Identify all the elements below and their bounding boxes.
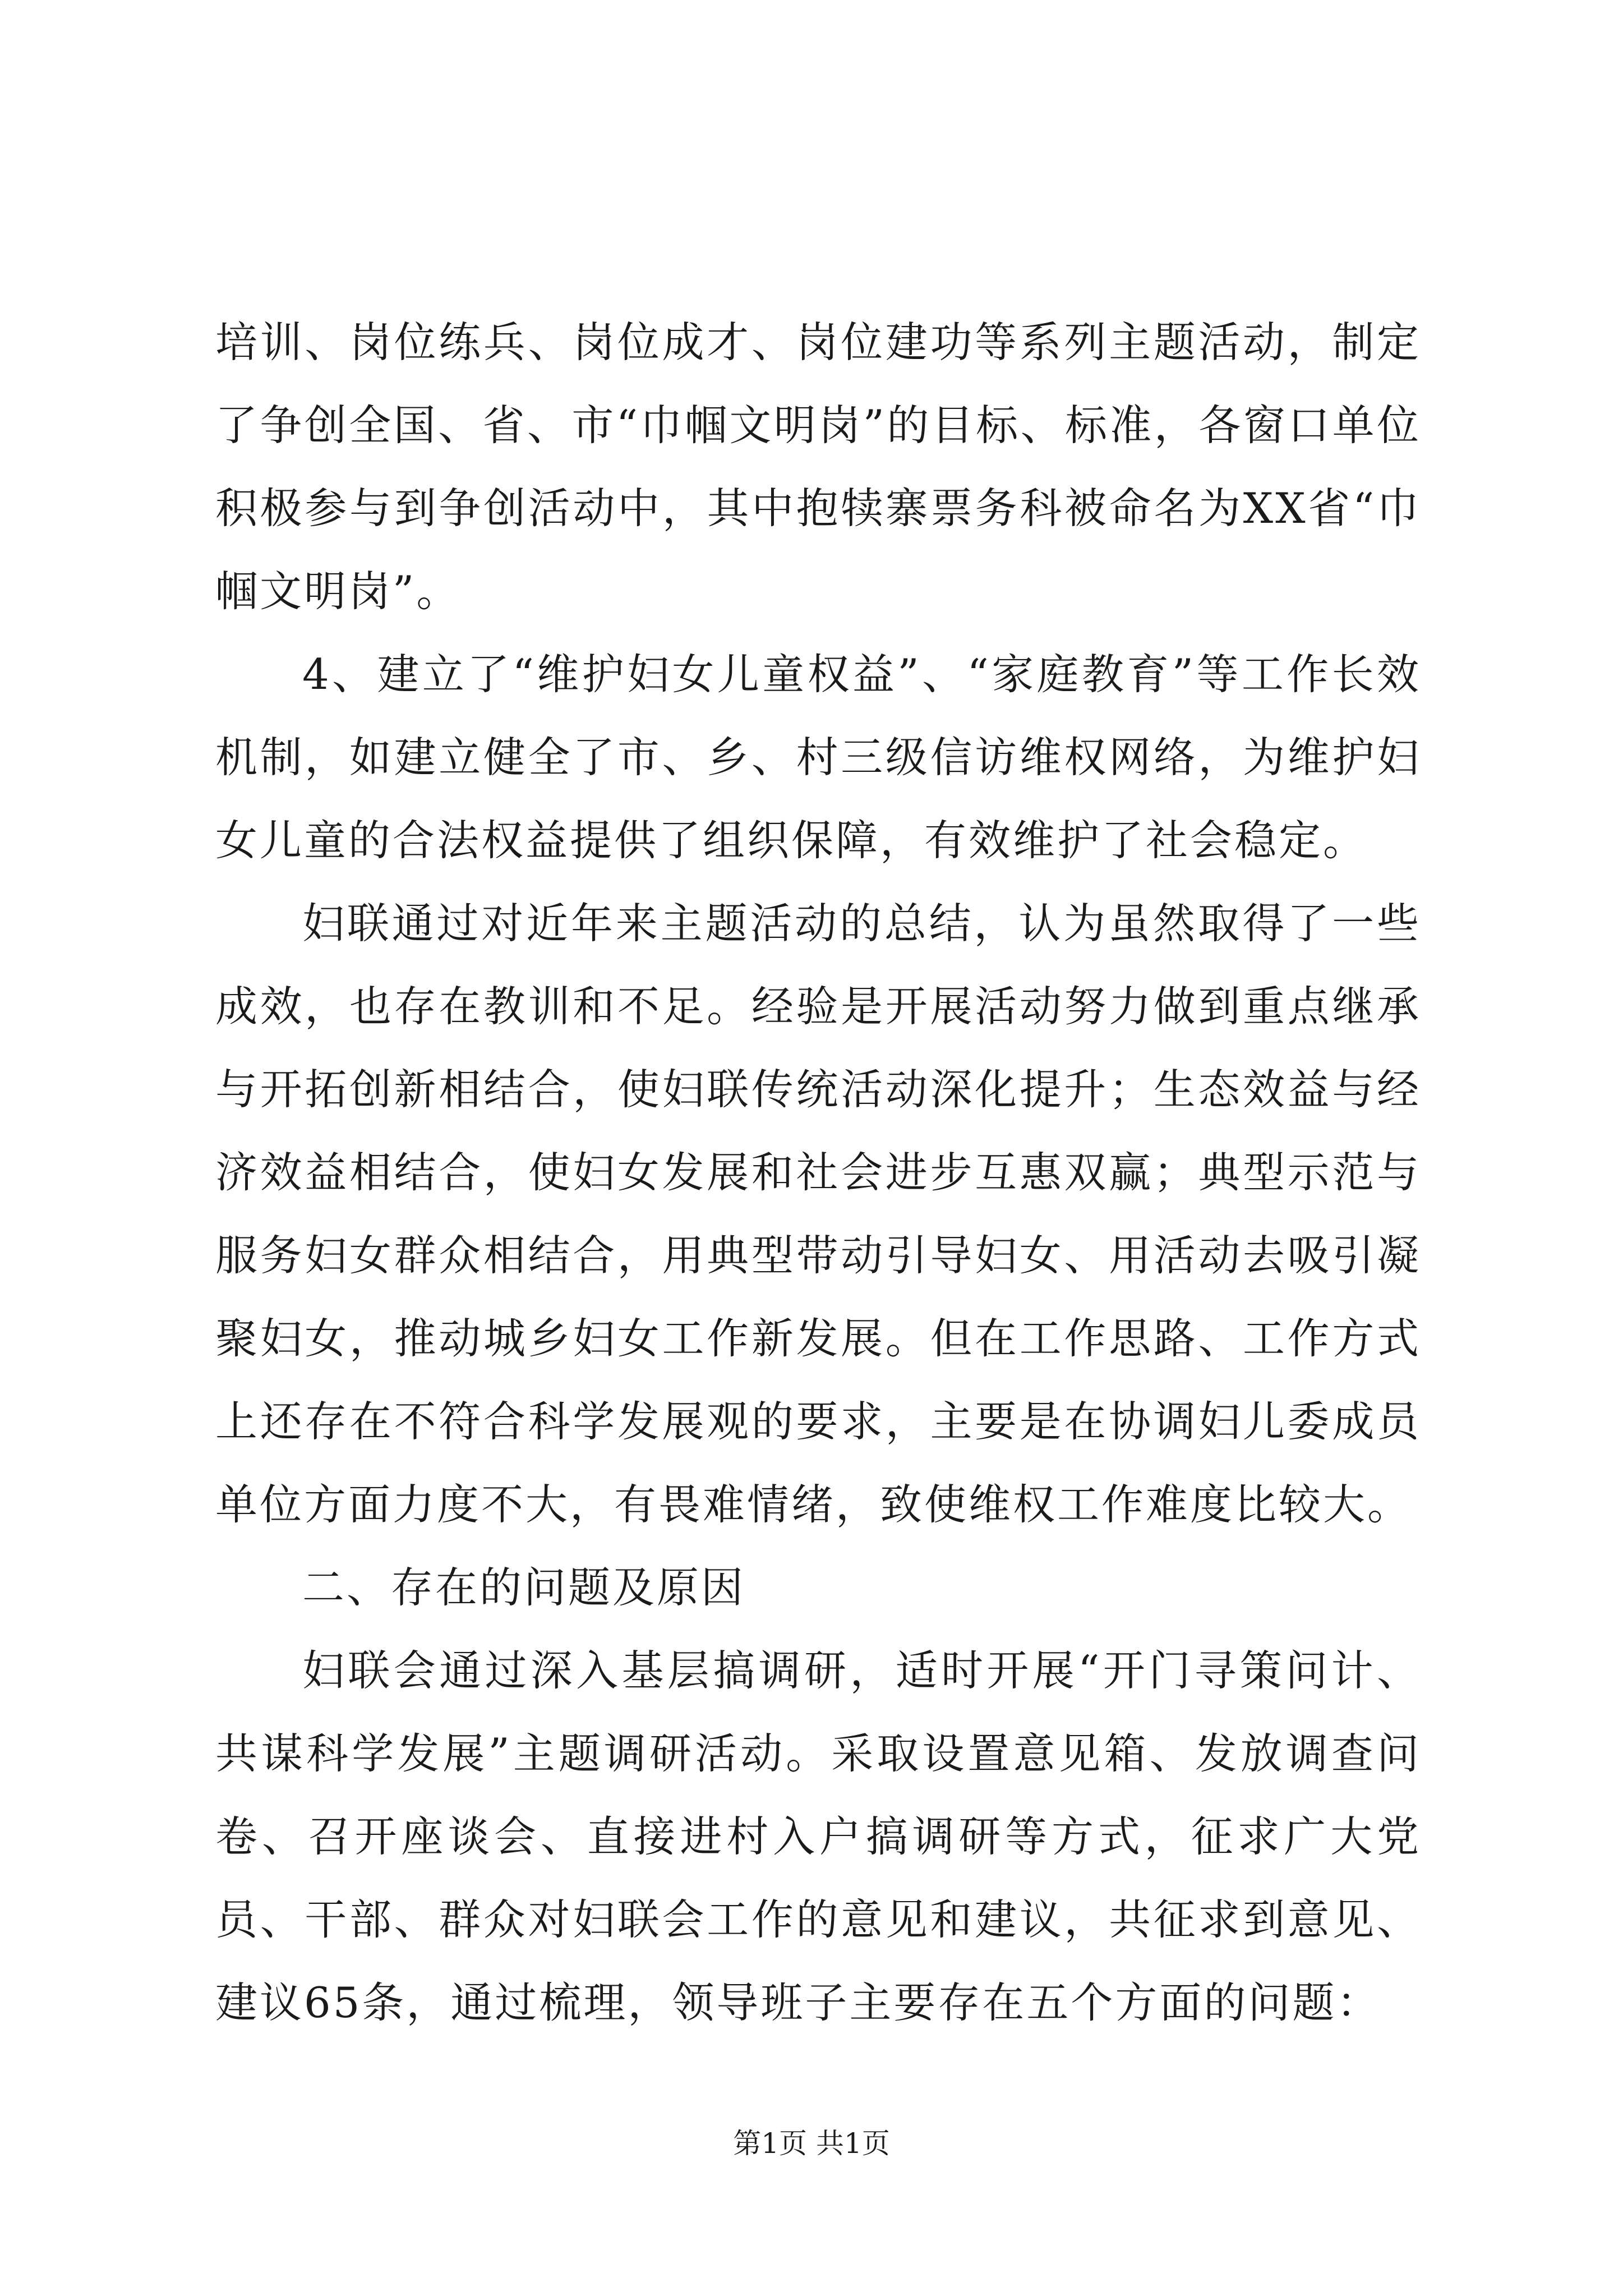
section-heading-problems: 二、存在的问题及原因 — [302, 1563, 746, 1612]
paragraph-continuation: 培训、岗位练兵、岗位成才、岗位建功等系列主题活动，制定了争创全国、省、市“巾帼文明岗”的目标、标准，各窗口单位积极参与到争创活动中，其中抱犊寨票务科被命名为XX省“巾帼文明岗”。 — [215, 318, 1421, 616]
page-footer: 第1页 共1页 — [733, 2127, 890, 2160]
paragraph-summary: 妇联通过对近年来主题活动的总结，认为虽然取得了一些成效，也存在教训和不足。经验是开展活动努力做到重点继承与开拓创新相结合，使妇联传统活动深化提升；生态效益与经济效益相结合，使妇女发展和社会进步互惠双赢；典型示范与服务妇女群众相结合，用典型带动引导妇女、用活动去吸引凝聚妇女，推动城乡妇女工作新发展。但在工作思路、工作方式上还存在不符合科学发展观的要求，主要是在协调妇儿委成员单位方面力度不大，有畏难情绪，致使维权工作难度比较大。 — [215, 899, 1421, 1529]
document-body — [215, 301, 1421, 2044]
paragraph-research: 妇联会通过深入基层搞调研，适时开展“开门寻策问计、共谋科学发展”主题调研活动。采取设置意见箱、发放调查问卷、召开座谈会、直接进村入户搞调研等方式，征求广大党员、干部、群众对妇联会工作的意见和建议，共征求到意见、建议65条，通过梳理，领导班子主要存在五个方面的问题： — [215, 1646, 1421, 2027]
paragraph-item-4: 4、建立了“维护妇女儿童权益”、“家庭教育”等工作长效机制，如建立健全了市、乡、村三级信访维权网络，为维护妇女儿童的合法权益提供了组织保障，有效维护了社会稳定。 — [215, 650, 1421, 865]
